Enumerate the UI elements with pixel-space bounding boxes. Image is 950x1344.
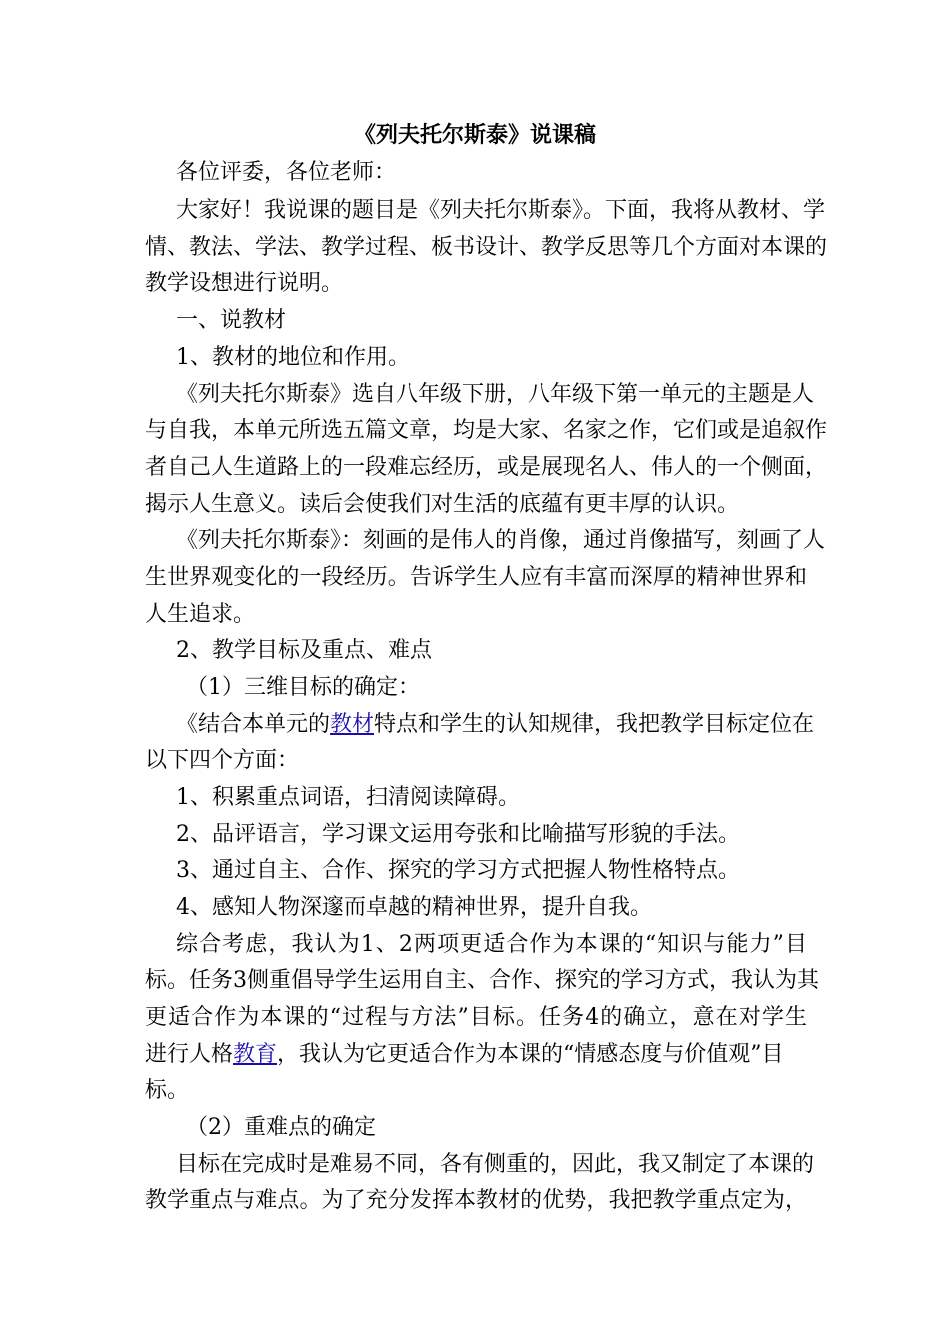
intro-line: 大家好！我说课的题目是《列夫托尔斯泰》。下面，我将从教材、学 [176, 198, 826, 223]
paragraph-line: 更适合作为本课的“过程与方法”目标。任务4的确立，意在对学生 [145, 1005, 807, 1030]
subsection-heading: 2、教学目标及重点、难点 [176, 638, 432, 663]
goal-item: 4、感知人物深邃而卓越的精神世界，提升自我。 [176, 895, 652, 920]
subsection-heading: （2）重难点的确定 [186, 1115, 376, 1140]
subsection-heading: （1）三维目标的确定： [186, 675, 420, 700]
goal-item: 2、品评语言，学习课文运用夸张和比喻描写形貌的手法。 [176, 822, 740, 847]
text-span: ，我认为它更适合作为本课的“情感态度与价值观”目 [277, 1042, 784, 1067]
paragraph-line [145, 1040, 784, 1070]
document-title: 《列夫托尔斯泰》说课稿 [353, 122, 596, 148]
paragraph-line: 目标在完成时是难易不同，各有侧重的，因此，我又制定了本课的 [176, 1152, 815, 1177]
paragraph-line: 生世界观变化的一段经历。告诉学生人应有丰富而深厚的精神世界和 [145, 565, 807, 590]
paragraph-line [176, 710, 814, 740]
intro-line: 教学设想进行说明。 [145, 271, 344, 296]
paragraph-line: 《列夫托尔斯泰》选自八年级下册，八年级下第一单元的主题是人 [176, 382, 815, 407]
greeting: 各位评委，各位老师： [176, 160, 397, 185]
paragraph-line: 标。 [145, 1078, 190, 1103]
section-heading: 一、说教材 [176, 308, 287, 333]
paragraph-line: 以下四个方面： [145, 748, 300, 773]
paragraph-line: 人生追求。 [145, 602, 256, 627]
paragraph-line: 标。任务3侧重倡导学生运用自主、合作、探究的学习方式，我认为其 [145, 968, 819, 993]
paragraph-line: 教学重点与难点。为了充分发挥本教材的优势，我把教学重点定为， [145, 1188, 807, 1213]
goal-item: 3、通过自主、合作、探究的学习方式把握人物性格特点。 [176, 858, 740, 883]
text-span: 特点和学生的认知规律，我把教学目标定位在 [374, 712, 815, 737]
paragraph-line: 《列夫托尔斯泰》：刻画的是伟人的肖像，通过肖像描写，刻画了人 [176, 528, 826, 553]
paragraph-line: 综合考虑，我认为1、2两项更适合作为本课的“知识与能力”目 [176, 932, 807, 957]
paragraph-line: 与自我，本单元所选五篇文章，均是大家、名家之作，它们或是追叙作 [145, 418, 828, 443]
text-span: 进行人格 [145, 1042, 234, 1067]
intro-line: 情、教法、学法、教学过程、板书设计、教学反思等几个方面对本课的 [145, 235, 828, 260]
paragraph-line: 揭示人生意义。读后会使我们对生活的底蕴有更丰厚的认识。 [145, 492, 740, 517]
paragraph-line: 者自己人生道路上的一段难忘经历，或是展现名人、伟人的一个侧面， [145, 455, 828, 480]
textbook-link[interactable]: 教材 [330, 712, 375, 737]
subsection-heading: 1、教材的地位和作用。 [176, 345, 410, 370]
education-link[interactable]: 教育 [233, 1042, 278, 1067]
goal-item: 1、积累重点词语，扫清阅读障碍。 [176, 785, 520, 810]
text-span: 《结合本单元的 [176, 712, 331, 737]
